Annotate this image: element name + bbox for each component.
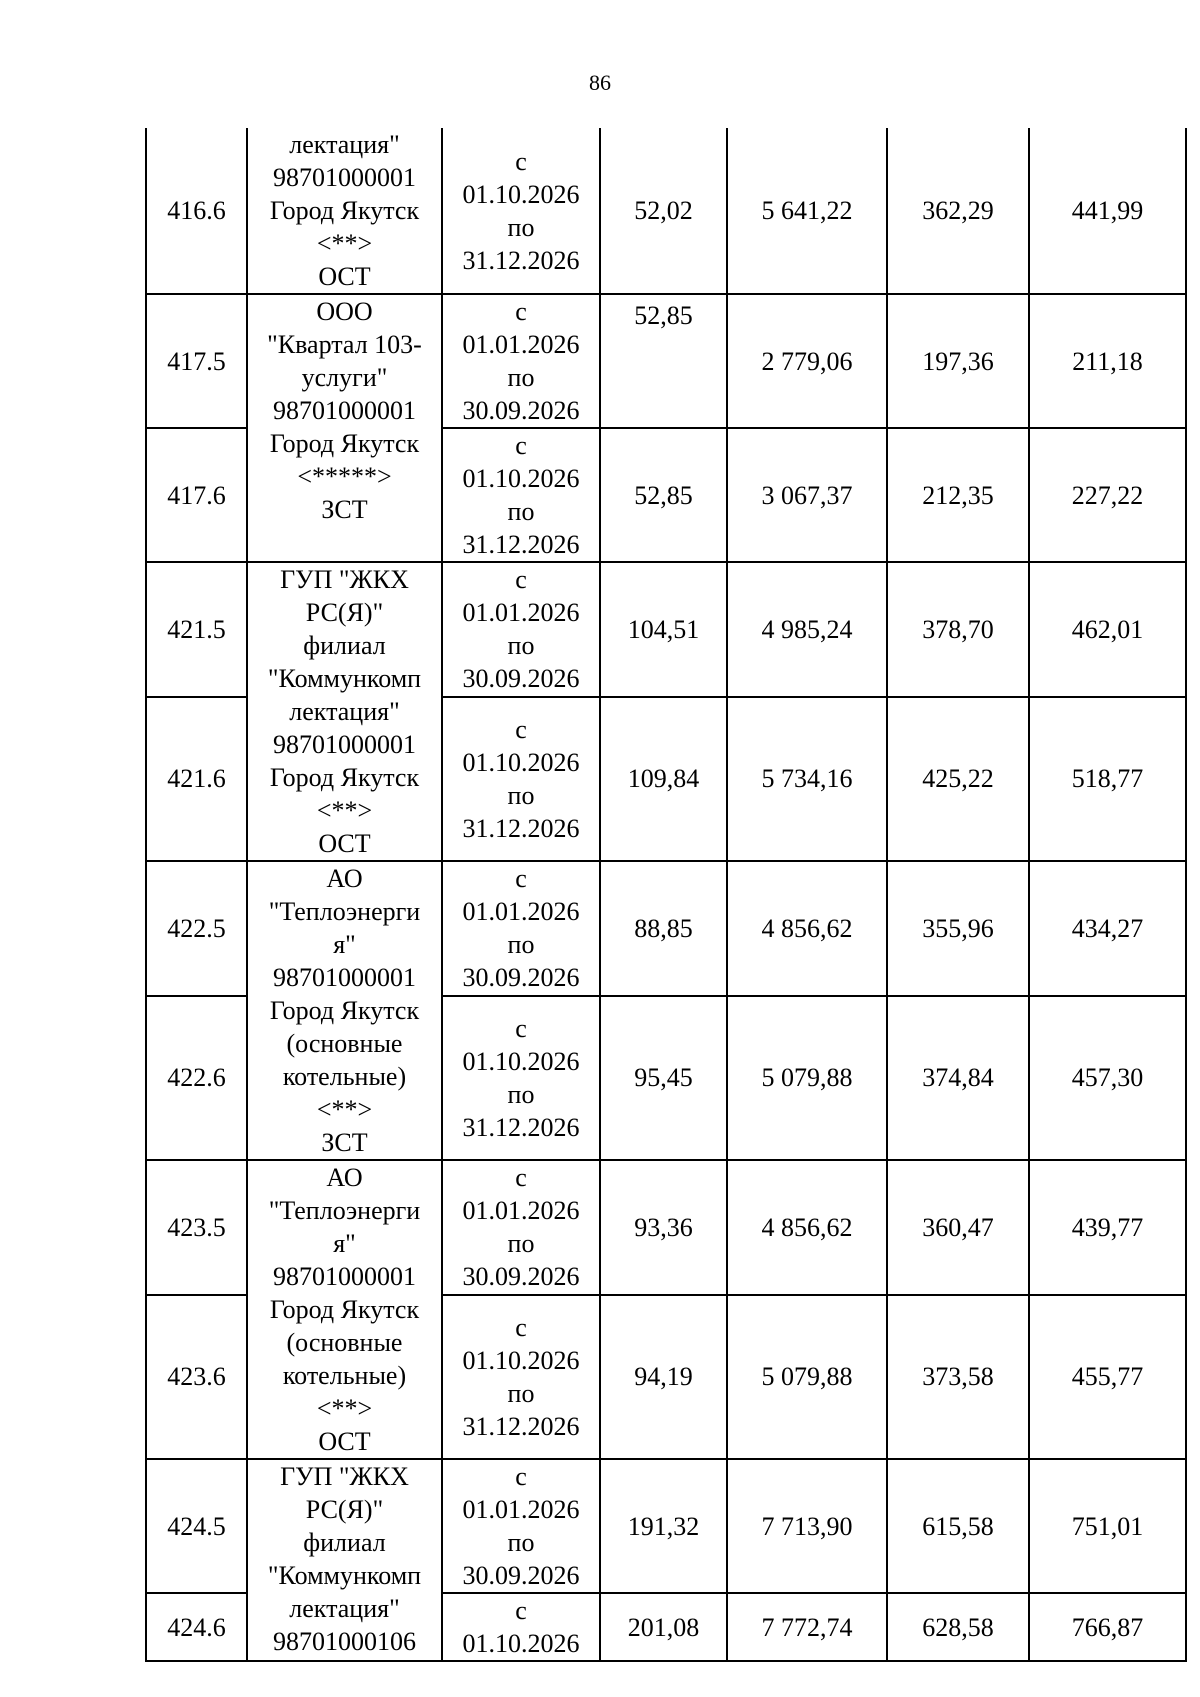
value-cell: 439,77 (1029, 1160, 1186, 1295)
value-cell: 7 772,74 (727, 1593, 887, 1661)
organization-cell: лектация" 98701000001 Город Якутск <**> ОСТ (247, 128, 442, 294)
value-cell: 5 641,22 (727, 128, 887, 294)
value-cell: 4 985,24 (727, 562, 887, 697)
value-cell: 374,84 (887, 996, 1029, 1160)
value-cell: 5 079,88 (727, 1295, 887, 1459)
row-number: 423.6 (146, 1295, 247, 1459)
row-number: 417.6 (146, 428, 247, 562)
page-number: 86 (589, 70, 611, 95)
value-cell: 360,47 (887, 1160, 1029, 1295)
value-cell: 425,22 (887, 697, 1029, 861)
row-number: 422.6 (146, 996, 247, 1160)
organization-cell: ГУП "ЖКХ РС(Я)" филиал "Коммункомп лектация" 98701000001 Город Якутск <**> ОСТ (247, 562, 442, 861)
value-cell: 3 067,37 (727, 428, 887, 562)
table-row (146, 1459, 1186, 1593)
row-number: 424.5 (146, 1459, 247, 1593)
row-number: 424.6 (146, 1593, 247, 1661)
value-cell: 191,32 (600, 1459, 727, 1593)
value-cell: 52,02 (600, 128, 727, 294)
organization-cell: АО "Теплоэнерги я" 98701000001 Город Якутск (основные котельные) <**> ОСТ (247, 1160, 442, 1459)
value-cell: 462,01 (1029, 562, 1186, 697)
period-cell: с 01.10.2026 по 31.12.2026 (442, 996, 600, 1160)
period-cell: с 01.10.2026 по 31.12.2026 (442, 428, 600, 562)
value-cell: 615,58 (887, 1459, 1029, 1593)
organization-cell: ООО "Квартал 103- услуги" 98701000001 Город Якутск <*****> ЗСТ (247, 294, 442, 562)
value-cell: 5 079,88 (727, 996, 887, 1160)
value-cell: 455,77 (1029, 1295, 1186, 1459)
value-cell: 197,36 (887, 294, 1029, 428)
row-number: 423.5 (146, 1160, 247, 1295)
period-cell: с 01.01.2026 по 30.09.2026 (442, 861, 600, 996)
table-row (146, 562, 1186, 697)
value-cell: 52,85 (600, 294, 727, 428)
period-cell: с 01.01.2026 по 30.09.2026 (442, 1160, 600, 1295)
value-cell: 94,19 (600, 1295, 727, 1459)
organization-cell: ГУП "ЖКХ РС(Я)" филиал "Коммункомп лектация" 98701000106 (247, 1459, 442, 1661)
value-cell: 766,87 (1029, 1593, 1186, 1661)
value-cell: 201,08 (600, 1593, 727, 1661)
value-cell: 441,99 (1029, 128, 1186, 294)
value-cell: 93,36 (600, 1160, 727, 1295)
value-cell: 88,85 (600, 861, 727, 996)
value-cell: 109,84 (600, 697, 727, 861)
value-cell: 7 713,90 (727, 1459, 887, 1593)
period-cell: с 01.01.2026 по 30.09.2026 (442, 1459, 600, 1593)
value-cell: 355,96 (887, 861, 1029, 996)
period-cell: с 01.10.2026 по 31.12.2026 (442, 697, 600, 861)
value-cell: 4 856,62 (727, 861, 887, 996)
tariff-table (145, 128, 1187, 1662)
value-cell: 362,29 (887, 128, 1029, 294)
row-number: 417.5 (146, 294, 247, 428)
period-cell: с 01.01.2026 по 30.09.2026 (442, 294, 600, 428)
table-row (146, 1160, 1186, 1295)
value-cell: 104,51 (600, 562, 727, 697)
table-row (146, 128, 1186, 294)
value-cell: 4 856,62 (727, 1160, 887, 1295)
value-cell: 227,22 (1029, 428, 1186, 562)
value-cell: 378,70 (887, 562, 1029, 697)
value-cell: 518,77 (1029, 697, 1186, 861)
value-cell: 95,45 (600, 996, 727, 1160)
value-cell: 434,27 (1029, 861, 1186, 996)
value-cell: 457,30 (1029, 996, 1186, 1160)
table-row (146, 294, 1186, 428)
period-cell: с 01.01.2026 по 30.09.2026 (442, 562, 600, 697)
value-cell: 52,85 (600, 428, 727, 562)
value-cell: 2 779,06 (727, 294, 887, 428)
period-cell: с 01.10.2026 по 31.12.2026 (442, 1295, 600, 1459)
value-cell: 212,35 (887, 428, 1029, 562)
value-cell: 628,58 (887, 1593, 1029, 1661)
row-number: 421.6 (146, 697, 247, 861)
row-number: 421.5 (146, 562, 247, 697)
row-number: 416.6 (146, 128, 247, 294)
value-cell: 211,18 (1029, 294, 1186, 428)
organization-cell: АО "Теплоэнерги я" 98701000001 Город Якутск (основные котельные) <**> ЗСТ (247, 861, 442, 1160)
row-number: 422.5 (146, 861, 247, 996)
table-row (146, 861, 1186, 996)
value-cell: 5 734,16 (727, 697, 887, 861)
value-cell: 373,58 (887, 1295, 1029, 1459)
period-cell: с 01.10.2026 (442, 1593, 600, 1661)
value-cell: 751,01 (1029, 1459, 1186, 1593)
period-cell: с 01.10.2026 по 31.12.2026 (442, 128, 600, 294)
